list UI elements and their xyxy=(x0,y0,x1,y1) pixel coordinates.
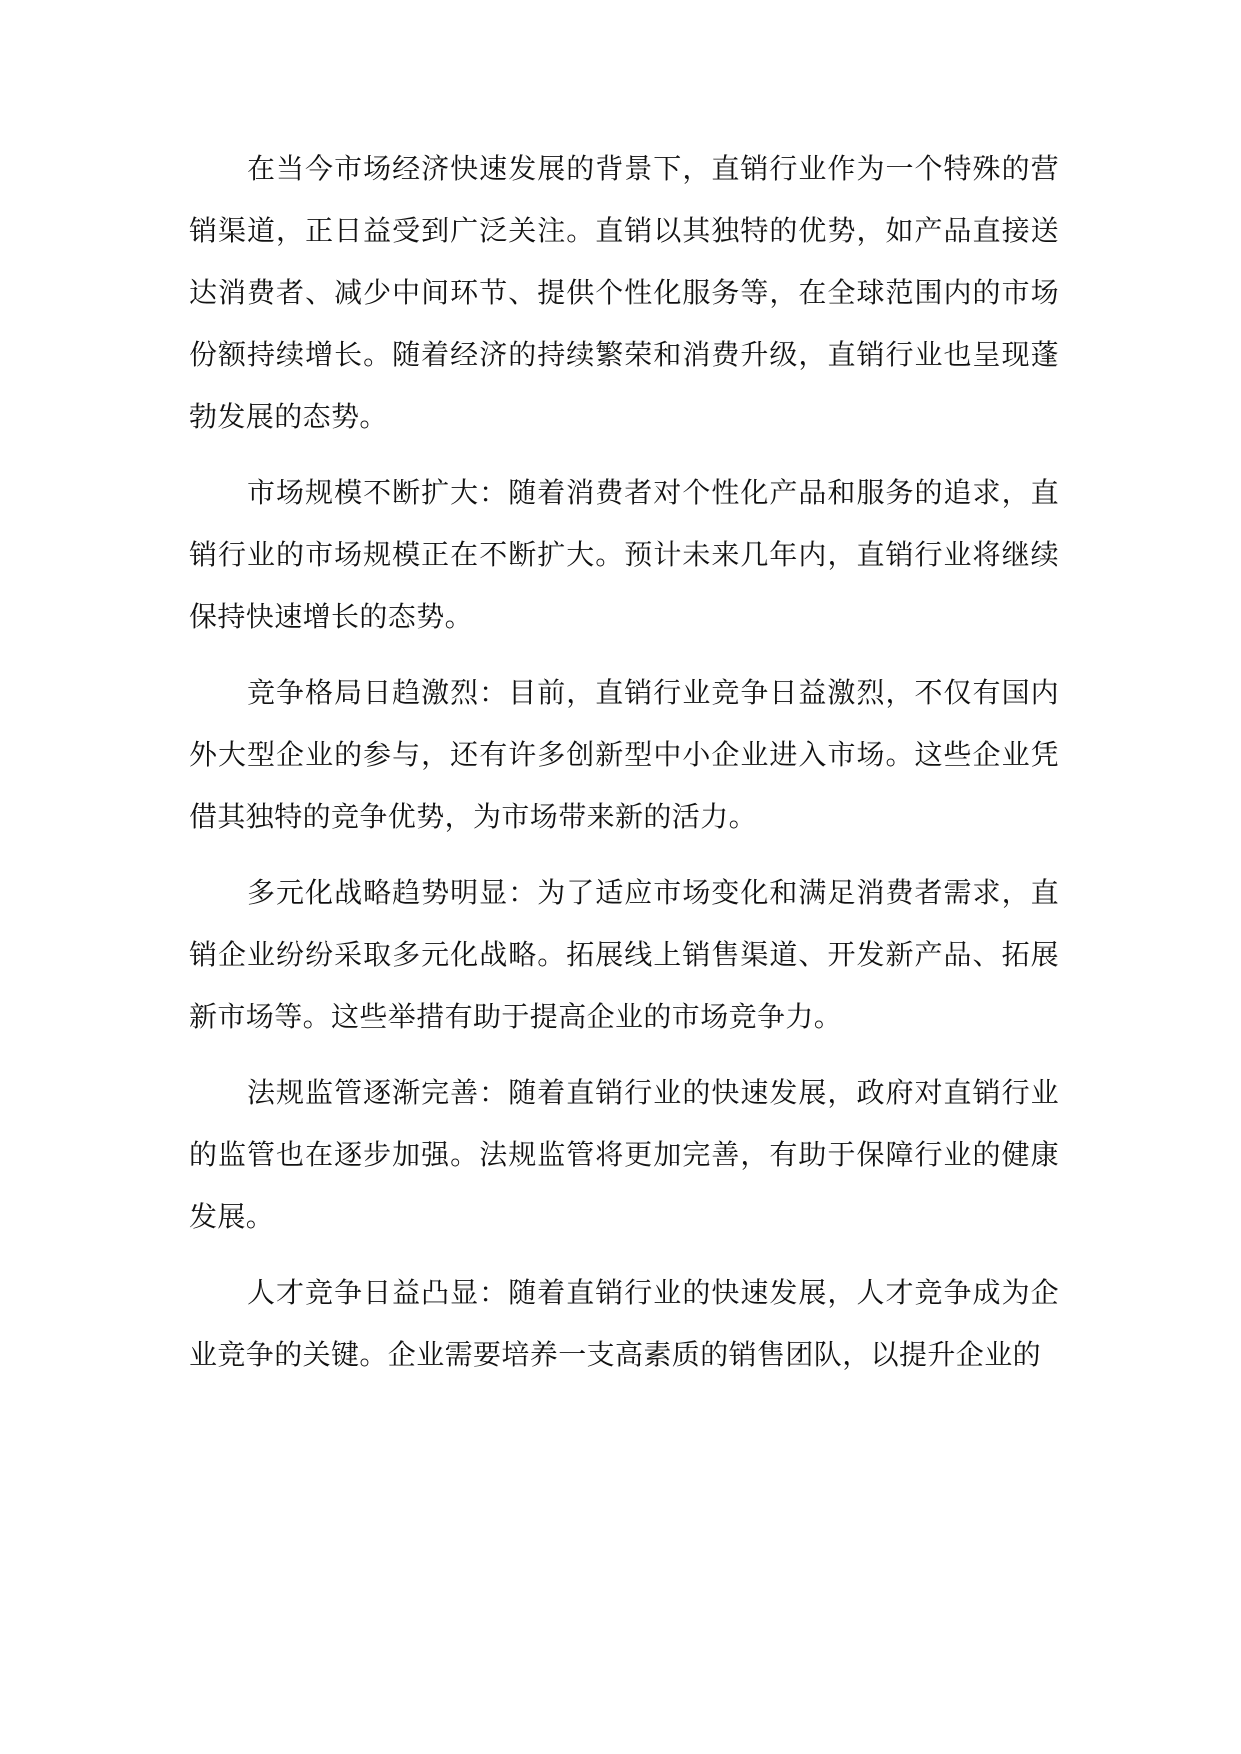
paragraph-regulation: 法规监管逐渐完善：随着直销行业的快速发展，政府对直销行业的监管也在逐步加强。法规监管将更加完善，有助于保障行业的健康发展。 xyxy=(189,1076,1059,1233)
paragraph-diversification: 多元化战略趋势明显：为了适应市场变化和满足消费者需求，直销企业纷纷采取多元化战略。拓展线上销售渠道、开发新产品、拓展新市场等。这些举措有助于提高企业的市场竞争力。 xyxy=(189,876,1059,1033)
paragraph-talent: 人才竞争日益凸显：随着直销行业的快速发展，人才竞争成为企业竞争的关键。企业需要培养一支高素质的销售团队，以提升企业的 xyxy=(189,1276,1059,1371)
document-body xyxy=(189,138,1059,1400)
paragraph-intro: 在当今市场经济快速发展的背景下，直销行业作为一个特殊的营销渠道，正日益受到广泛关注。直销以其独特的优势，如产品直接送达消费者、减少中间环节、提供个性化服务等，在全球范围内的市场份额持续增长。随着经济的持续繁荣和消费升级，直销行业也呈现蓬勃发展的态势。 xyxy=(189,152,1059,433)
paragraph-market-scale: 市场规模不断扩大：随着消费者对个性化产品和服务的追求，直销行业的市场规模正在不断扩大。预计未来几年内，直销行业将继续保持快速增长的态势。 xyxy=(189,476,1059,633)
paragraph-competition: 竞争格局日趋激烈：目前，直销行业竞争日益激烈，不仅有国内外大型企业的参与，还有许多创新型中小企业进入市场。这些企业凭借其独特的竞争优势，为市场带来新的活力。 xyxy=(189,676,1059,833)
